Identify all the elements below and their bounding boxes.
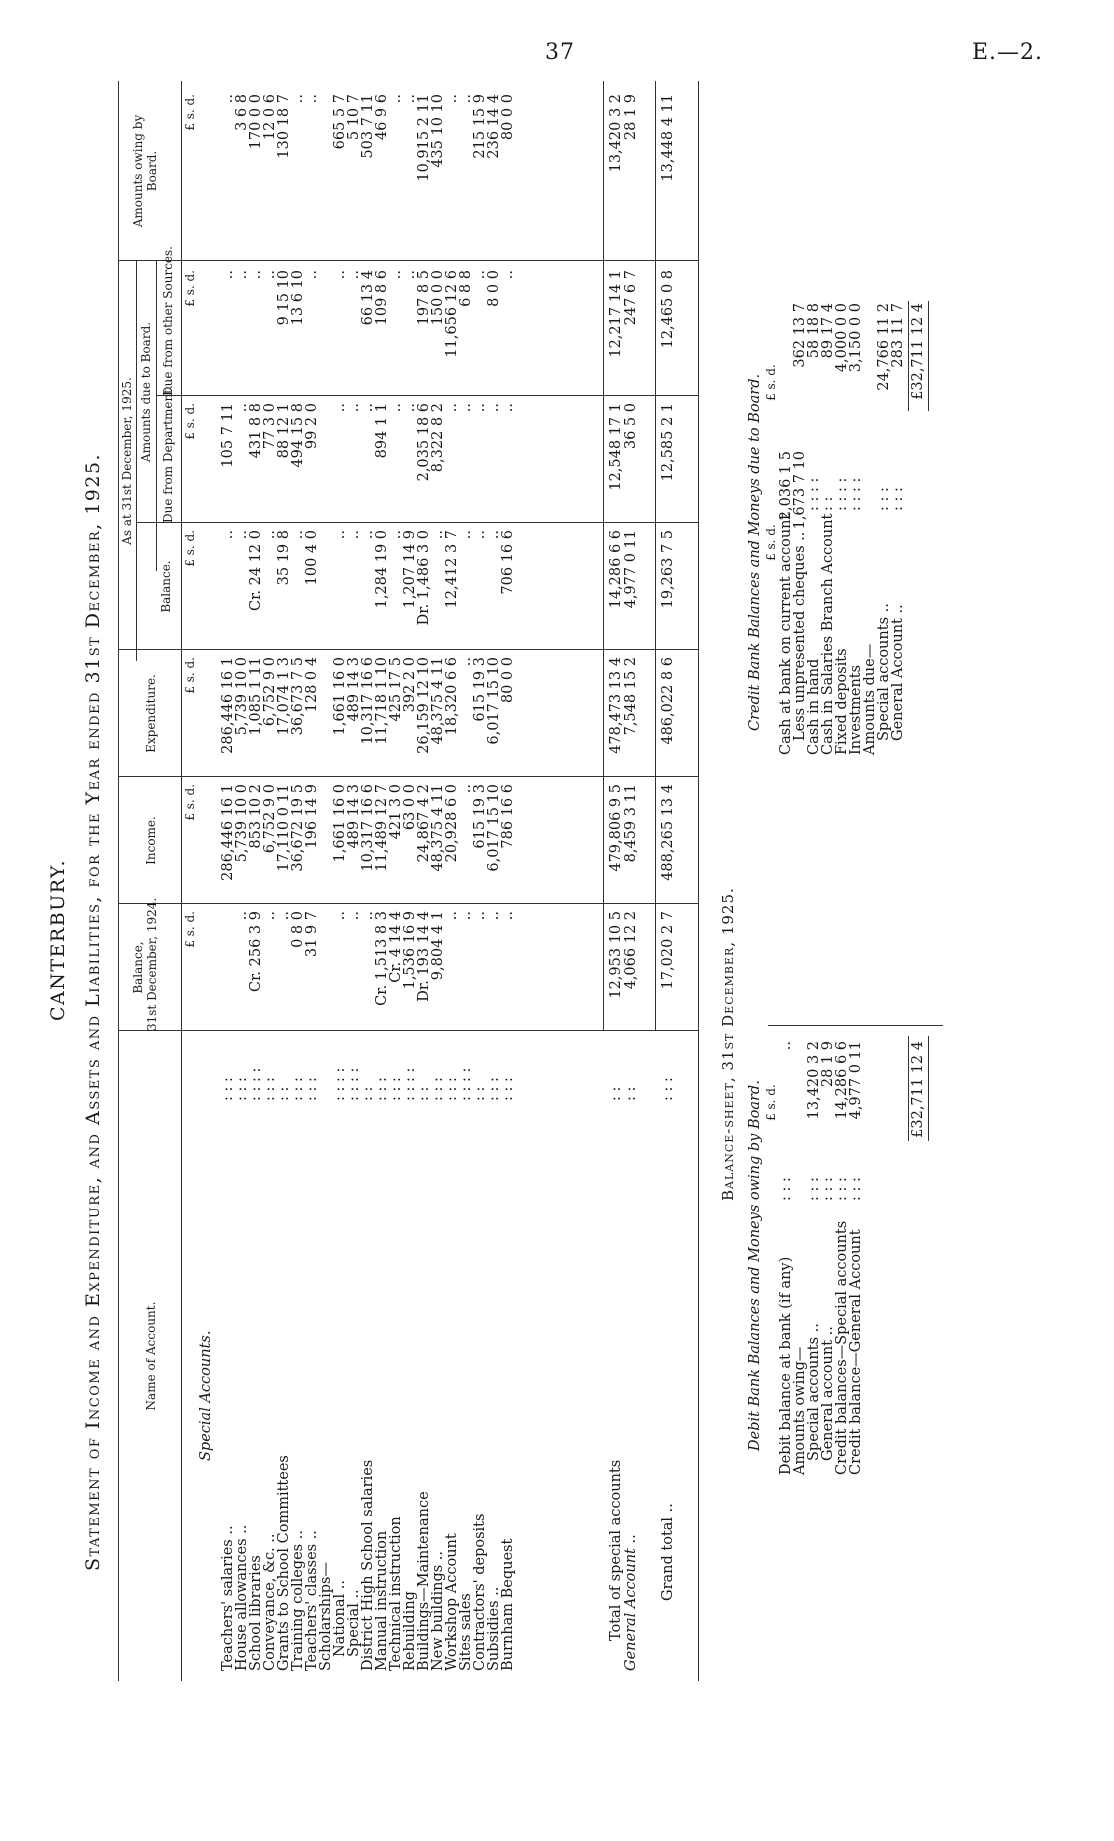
debit-line-label: Credit balance—General Account <box>848 1229 864 1475</box>
cell-dept: 36 5 0 <box>623 403 639 450</box>
cell-inc: 48,375 4 11 <box>430 784 446 872</box>
account-name: Teachers' salaries .. <box>220 1525 236 1671</box>
cell-bal24: 4,066 12 2 <box>623 911 639 990</box>
cell-exp: 5,739 10 0 <box>234 657 250 736</box>
lsd-income: £ s. d. <box>183 784 197 821</box>
cell-owing: 435 10 10 <box>430 94 446 168</box>
leader-dots: : : : : <box>248 1067 264 1101</box>
account-name: Rebuilding <box>402 1591 418 1671</box>
cell-dept: .. <box>360 403 376 413</box>
account-name: Workshop Account <box>444 1533 460 1671</box>
credit-line-value: 24,766 11 2 <box>876 303 892 391</box>
debit-line-label: Debit balance at bank (if any) <box>778 1256 794 1475</box>
account-name: Teachers' classes .. <box>304 1530 320 1671</box>
credit-line-label: Fixed deposits <box>834 648 850 755</box>
header-balance-1924-l1: Balance, <box>131 941 145 994</box>
cell-bal: .. <box>486 530 502 540</box>
leader-dots: : : : <box>806 1177 822 1201</box>
cell-dept: 88 12 1 <box>276 403 292 459</box>
leader-dots: : : : <box>486 1077 502 1101</box>
cell-bal24: Cr. 4 14 4 <box>388 911 404 983</box>
cell-other: .. <box>500 270 516 280</box>
account-name: Sites sales <box>458 1593 474 1671</box>
debit-line-value: 13,420 3 2 <box>806 1041 822 1120</box>
debit-line-value: .. <box>778 1041 794 1051</box>
cell-bal: 706 16 6 <box>500 530 516 595</box>
leader-dots: : : : : <box>402 1067 418 1101</box>
cell-other: 247 6 7 <box>623 270 639 326</box>
cell-owing: 503 7 11 <box>360 94 376 159</box>
cell-inc: 479,806 9 5 <box>608 784 624 872</box>
special-accounts-heading: Special Accounts. <box>198 1330 214 1461</box>
cell-exp: 6,752 9 0 <box>262 657 278 727</box>
cell-inc: 24,867 4 2 <box>416 784 432 863</box>
cell-other: .. <box>220 270 236 280</box>
leader-dots: : : <box>608 1086 624 1101</box>
cell-exp: 11,718 1 10 <box>374 657 390 745</box>
cell-bal: .. <box>388 530 404 540</box>
divider-exp-balance <box>118 649 698 650</box>
cell-bal24: .. <box>262 911 278 921</box>
credit-line-label: Cash in Salaries Branch Account <box>820 513 836 755</box>
balance-sheet-divider <box>768 1025 943 1026</box>
header-owing-l2: Board. <box>145 150 159 192</box>
divider-dept-other <box>156 395 698 396</box>
leader-dots: : : <box>820 496 836 511</box>
header-amounts-due: Amounts due to Board. <box>139 321 153 463</box>
leader-dots: : : : <box>388 1077 404 1101</box>
cell-exp: 10,317 16 6 <box>360 657 376 745</box>
debit-total: £32,711 12 4 <box>910 1041 926 1138</box>
cell-other: .. <box>346 270 362 280</box>
account-name: District High School salaries <box>360 1459 376 1671</box>
lsd-dept: £ s. d. <box>183 403 197 440</box>
lsd-balance: £ s. d. <box>183 530 197 567</box>
cell-owing: .. <box>444 94 460 104</box>
header-balance-1924-l2: 31st December, 1924. <box>145 897 159 1031</box>
cell-bal24: .. <box>486 911 502 921</box>
account-name: National .. <box>332 1580 348 1657</box>
cell-exp: 18,320 6 6 <box>444 657 460 736</box>
debit-line-value: 28 1 9 <box>820 1041 836 1088</box>
leader-dots: : : : <box>660 1077 676 1101</box>
cell-owing: 236 14 4 <box>486 94 502 159</box>
account-name: Technical instruction <box>388 1516 404 1671</box>
account-name: Subsidies .. <box>486 1586 502 1671</box>
page-number: 37 <box>545 40 575 65</box>
header-bottom-rule <box>181 81 182 1681</box>
cell-inc: 6,752 9 0 <box>262 784 278 854</box>
cell-exp: .. <box>458 657 474 667</box>
cell-dept: 894 1 1 <box>374 403 390 459</box>
cell-exp: 6,017 15 10 <box>486 657 502 745</box>
leader-dots: : : <box>472 1086 488 1101</box>
cell-dept: 99 2 0 <box>304 403 320 450</box>
cell-inc: 786 16 6 <box>500 784 516 849</box>
cell-inc: 8,459 3 11 <box>623 784 639 863</box>
table-bottom-rule <box>698 81 699 1681</box>
header-income: Income. <box>144 816 158 865</box>
account-name: Contractors' deposits <box>472 1513 488 1671</box>
cell-bal: .. <box>458 530 474 540</box>
amounts-due-rule <box>156 261 157 571</box>
cell-exp: 1,085 1 11 <box>248 657 264 736</box>
cell-inc: 36,672 19 5 <box>290 784 306 872</box>
header-expenditure: Expenditure. <box>144 674 158 753</box>
cell-dept: 77 3 0 <box>262 403 278 450</box>
cell-inc: 286,446 16 1 <box>220 784 236 881</box>
cell-bal: 100 4 0 <box>304 530 320 586</box>
cell-bal: 19,263 7 5 <box>660 530 676 609</box>
cell-bal24: 31 9 7 <box>304 911 320 958</box>
credit-line-value: 283 11 7 <box>890 303 906 368</box>
cell-other: 12,217 14 1 <box>608 270 624 358</box>
cell-exp: 1,661 16 0 <box>332 657 348 736</box>
cell-bal: .. <box>234 530 250 540</box>
credit-total: £32,711 12 4 <box>910 303 926 400</box>
credit-lsd: £ s. d. <box>764 364 778 401</box>
cell-owing: .. <box>402 94 418 104</box>
cell-bal24: .. <box>444 911 460 921</box>
leader-dots: : : : : <box>458 1067 474 1101</box>
cell-other: .. <box>248 270 264 280</box>
divider-balance-dept <box>136 522 698 523</box>
cell-dept: .. <box>332 403 348 413</box>
district-heading: CANTERBURY. <box>47 858 69 1021</box>
credit-line-subvalue: 2,036 1 5 <box>778 451 794 521</box>
cell-owing: 13,448 4 11 <box>660 94 676 182</box>
cell-bal24: .. <box>472 911 488 921</box>
credit-section-title: Credit Bank Balances and Moneys due to Board. <box>747 373 763 731</box>
cell-other: 12,465 0 8 <box>660 270 676 349</box>
header-name: Name of Account. <box>144 1301 158 1411</box>
cell-other: 197 8 5 <box>416 270 432 326</box>
account-name: House allowances .. <box>234 1524 250 1671</box>
header-balance: Balance. <box>159 560 173 613</box>
cell-exp: 128 0 4 <box>304 657 320 713</box>
statement-title: Statement of Income and Expenditure, and Assets and Liabilities, for the Year ended 31st December, 1925. <box>82 452 104 1571</box>
cell-dept: .. <box>472 403 488 413</box>
header-due-dept: Due from Department. <box>161 385 175 523</box>
cell-owing: 215 15 9 <box>472 94 488 159</box>
cell-exp: 80 0 0 <box>500 657 516 704</box>
cell-bal24: .. <box>346 911 362 921</box>
leader-dots: : : : : <box>848 477 864 511</box>
leader-dots: : : : <box>234 1077 250 1101</box>
cell-other: 6 8 8 <box>458 270 474 307</box>
cell-inc: 853 10 2 <box>248 784 264 849</box>
divider-income-exp <box>118 776 698 777</box>
leader-dots: : : : <box>374 1077 390 1101</box>
cell-bal: .. <box>346 530 362 540</box>
account-name: Manual instruction <box>374 1530 390 1671</box>
cell-other: 11,656 12 6 <box>444 270 460 358</box>
cell-dept: .. <box>458 403 474 413</box>
divider-name-bal24 <box>118 1030 698 1031</box>
cell-bal: .. <box>262 530 278 540</box>
cell-exp: 392 2 0 <box>402 657 418 713</box>
lsd-exp: £ s. d. <box>183 657 197 694</box>
cell-inc: .. <box>458 784 474 794</box>
cell-owing: .. <box>458 94 474 104</box>
cell-exp: 26,159 12 10 <box>416 657 432 754</box>
cell-exp: 478,473 13 4 <box>608 657 624 754</box>
cell-owing: 10,915 2 11 <box>416 94 432 182</box>
debit-total-underline <box>928 1036 929 1141</box>
cell-owing: .. <box>290 94 306 104</box>
cell-bal: .. <box>430 530 446 540</box>
cell-other: 8 0 0 <box>486 270 502 307</box>
account-name: General Account .. <box>623 1534 639 1671</box>
credit-line-subvalue: 1,673 7 10 <box>792 451 808 530</box>
credit-line-label: General Account .. <box>890 604 906 741</box>
cell-bal24: Cr. 256 3 9 <box>248 911 264 992</box>
credit-line-value: 362 13 7 <box>792 303 808 368</box>
cell-dept: .. <box>388 403 404 413</box>
leader-dots: : : <box>276 1086 292 1101</box>
header-as-at: As at 31st December, 1925. <box>120 377 134 545</box>
cell-dept: 494 15 8 <box>290 403 306 468</box>
credit-line-value: 89 17 4 <box>820 303 836 359</box>
cell-bal: 1,284 19 0 <box>374 530 390 609</box>
debit-section-title: Debit Bank Balances and Moneys owing by Board. <box>747 1080 763 1451</box>
cell-bal24: Cr. 1,513 8 3 <box>374 911 390 1006</box>
cell-owing: 665 5 7 <box>332 94 348 150</box>
cell-bal24: .. <box>458 911 474 921</box>
credit-total-rule <box>908 301 909 411</box>
debit-line-label: Amounts owing— <box>792 1346 808 1475</box>
cell-other: .. <box>234 270 250 280</box>
cell-dept: .. <box>346 403 362 413</box>
cell-bal: 12,412 3 7 <box>444 530 460 609</box>
cell-inc: 1,661 16 0 <box>332 784 348 863</box>
cell-dept: 431 8 8 <box>248 403 264 459</box>
divider-other-owing <box>118 260 698 261</box>
cell-bal24: 9,804 4 1 <box>430 911 446 981</box>
cell-bal24: .. <box>276 911 292 921</box>
cell-bal24: .. <box>360 911 376 921</box>
credit-lsd-sub: £ s. d. <box>764 524 778 561</box>
cell-dept: 8,322 8 2 <box>430 403 446 473</box>
credit-line-label: Cash in hand <box>806 658 822 755</box>
cell-other: .. <box>262 270 278 280</box>
cell-owing: 46 9 6 <box>374 94 390 141</box>
cell-other: 9 15 10 <box>276 270 292 326</box>
leader-dots: : : <box>416 1086 432 1101</box>
cell-owing: 3 6 8 <box>234 94 250 131</box>
cell-bal: .. <box>290 530 306 540</box>
cell-exp: 17,074 1 3 <box>276 657 292 736</box>
cell-bal24: .. <box>500 911 516 921</box>
cell-bal: .. <box>332 530 348 540</box>
cell-exp: 286,446 16 1 <box>220 657 236 754</box>
leader-dots: : : : : <box>346 1067 362 1101</box>
cell-bal: 14,286 6 6 <box>608 530 624 609</box>
credit-line-label: Less unpresented cheques .. <box>792 531 808 741</box>
account-name: Grants to School Committees <box>276 1455 292 1671</box>
leader-dots: : : <box>360 1086 376 1101</box>
credit-line-label: Amounts due— <box>862 643 878 755</box>
cell-exp: 489 14 3 <box>346 657 362 722</box>
leader-dots: : : : : <box>806 477 822 511</box>
account-name: Special .. <box>346 1589 362 1657</box>
leader-dots: : : : <box>304 1077 320 1101</box>
cell-dept: .. <box>402 403 418 413</box>
leader-dots: : : : <box>500 1077 516 1101</box>
cell-owing: 80 0 0 <box>500 94 516 141</box>
cell-dept: .. <box>444 403 460 413</box>
cell-bal: Cr. 24 12 0 <box>248 530 264 611</box>
cell-inc: 489 14 3 <box>346 784 362 849</box>
cell-other: 66 13 4 <box>360 270 376 326</box>
debit-line-value: 4,977 0 11 <box>848 1041 864 1120</box>
cell-exp: 615 19 3 <box>472 657 488 722</box>
leader-dots: : : : <box>890 487 906 511</box>
cell-inc: 615 19 3 <box>472 784 488 849</box>
cell-owing: .. <box>304 94 320 104</box>
cell-inc: 63 0 0 <box>402 784 418 831</box>
cell-dept: 105 7 11 <box>220 403 236 468</box>
as-at-rule <box>136 261 137 661</box>
cell-other: .. <box>332 270 348 280</box>
leader-dots: : : : <box>778 1177 794 1201</box>
cell-owing: 170 0 0 <box>248 94 264 150</box>
leader-dots: : : : <box>220 1077 236 1101</box>
credit-line-label: Cash at bank on current account <box>778 513 794 755</box>
cell-exp: 486,022 8 6 <box>660 657 676 745</box>
credit-line-value: 58 18 8 <box>806 303 822 359</box>
cell-other: .. <box>472 270 488 280</box>
leader-dots: : : : <box>290 1077 306 1101</box>
lsd-other: £ s. d. <box>183 270 197 307</box>
credit-total-underline <box>928 301 929 411</box>
cell-owing: 13,420 3 2 <box>608 94 624 173</box>
credit-line-label: Special accounts .. <box>876 603 892 741</box>
divider-bal24-income <box>118 903 698 904</box>
balance-sheet-title: Balance-sheet, 31st December, 1925. <box>719 887 737 1201</box>
cell-exp: 36,673 7 5 <box>290 657 306 736</box>
cell-inc: 17,110 0 11 <box>276 784 292 872</box>
header-due-other: Due from other Sources. <box>161 246 175 396</box>
cell-inc: 196 14 9 <box>304 784 320 849</box>
leader-dots: : : : <box>262 1077 278 1101</box>
cell-inc: 20,928 6 0 <box>444 784 460 863</box>
table-top-rule <box>118 81 119 1681</box>
leader-dots: : : : : <box>332 1067 348 1101</box>
cell-inc: 10,317 16 6 <box>360 784 376 872</box>
document-reference: E.—2. <box>972 40 1044 65</box>
cell-bal: .. <box>360 530 376 540</box>
cell-bal: 35 19 8 <box>276 530 292 586</box>
account-name: Total of special accounts <box>608 1459 624 1641</box>
cell-other: 109 8 6 <box>374 270 390 326</box>
cell-other: .. <box>402 270 418 280</box>
cell-inc: 421 3 0 <box>388 784 404 840</box>
debit-lsd: £ s. d. <box>764 1084 778 1121</box>
debit-total-rule <box>908 1036 909 1141</box>
cell-bal24: 17,020 2 7 <box>660 911 676 990</box>
credit-line-value: 4,000 0 0 <box>834 303 850 373</box>
cell-inc: 5,739 10 0 <box>234 784 250 863</box>
leader-dots: : : : <box>430 1077 446 1101</box>
cell-bal: 4,977 0 11 <box>623 530 639 609</box>
cell-owing: 28 1 9 <box>623 94 639 141</box>
cell-owing: .. <box>388 94 404 104</box>
leader-dots: : : : : <box>834 477 850 511</box>
grand-total-rule-top <box>655 81 656 1031</box>
credit-line-label: Investments <box>848 664 864 755</box>
lsd-bal24: £ s. d. <box>183 911 197 948</box>
cell-owing: 12 0 6 <box>262 94 278 141</box>
credit-line-value: 3,150 0 0 <box>848 303 864 373</box>
cell-dept: .. <box>500 403 516 413</box>
cell-other: .. <box>304 270 320 280</box>
header-owing-l1: Amounts owing by <box>131 114 145 228</box>
debit-line-value: 14,286 6 6 <box>834 1041 850 1120</box>
leader-dots: : : : <box>820 1177 836 1201</box>
cell-owing: 130 18 7 <box>276 94 292 159</box>
leader-dots: : : : <box>834 1177 850 1201</box>
cell-other: 150 0 0 <box>430 270 446 326</box>
leader-dots: : : <box>623 1086 639 1101</box>
cell-dept: 12,548 17 1 <box>608 403 624 491</box>
cell-owing: .. <box>220 94 236 104</box>
cell-inc: 488,265 13 4 <box>660 784 676 881</box>
cell-bal: Dr. 1,486 3 0 <box>416 530 432 626</box>
cell-bal24: .. <box>332 911 348 921</box>
debit-line-label: Credit balances—Special accounts <box>834 1220 850 1475</box>
cell-other: 13 6 10 <box>290 270 306 326</box>
cell-bal24: 12,953 10 5 <box>608 911 624 999</box>
cell-bal24: 0 8 0 <box>290 911 306 948</box>
cell-bal24: 1,536 16 9 <box>402 911 418 990</box>
account-name: New buildings .. <box>430 1551 446 1671</box>
cell-bal24: .. <box>234 911 250 921</box>
account-name: Grand total .. <box>660 1503 676 1601</box>
account-name: Training colleges .. <box>290 1530 306 1671</box>
cell-bal24: Dr. 193 14 4 <box>416 911 432 1002</box>
cell-owing: 5 10 7 <box>346 94 362 141</box>
cell-exp: 48,375 4 11 <box>430 657 446 745</box>
cell-dept: .. <box>234 403 250 413</box>
lsd-owing: £ s. d. <box>183 94 197 131</box>
cell-bal: 1,207 14 9 <box>402 530 418 609</box>
cell-inc: 11,489 12 7 <box>374 784 390 872</box>
subtotal-rule <box>603 81 604 1031</box>
cell-bal: .. <box>472 530 488 540</box>
cell-other: .. <box>388 270 404 280</box>
account-name: Scholarships— <box>318 1562 334 1671</box>
debit-line-label: General account .. <box>820 1326 836 1461</box>
cell-exp: 7,548 15 2 <box>623 657 639 736</box>
account-name: School libraries <box>248 1555 264 1671</box>
cell-bal: .. <box>220 530 236 540</box>
leader-dots: : : : <box>848 1177 864 1201</box>
cell-dept: .. <box>486 403 502 413</box>
cell-dept: 2,035 18 6 <box>416 403 432 482</box>
leader-dots: : : : <box>876 487 892 511</box>
account-name: Conveyance, &c. .. <box>262 1533 278 1671</box>
account-name: Burnham Bequest <box>500 1538 516 1671</box>
debit-line-label: Special accounts .. <box>806 1323 822 1461</box>
leader-dots: : : : <box>444 1077 460 1101</box>
cell-dept: 12,585 2 1 <box>660 403 676 482</box>
account-name: Buildings—Maintenance <box>416 1491 432 1671</box>
cell-exp: 425 17 5 <box>388 657 404 722</box>
cell-inc: 6,017 15 10 <box>486 784 502 872</box>
